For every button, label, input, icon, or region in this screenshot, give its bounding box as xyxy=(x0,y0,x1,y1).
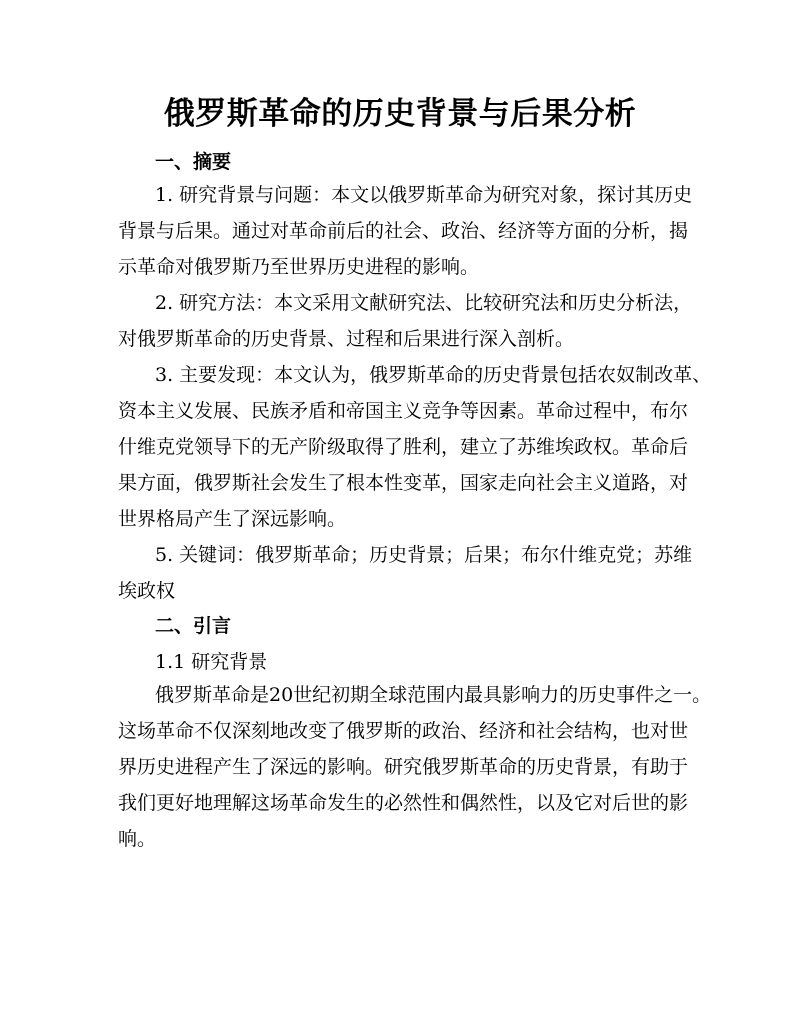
subsection-heading-research-background: 1.1 研究背景 xyxy=(155,651,268,673)
paragraph-line: 世界格局产生了深远影响。 xyxy=(118,508,347,530)
section-heading-abstract: 一、摘要 xyxy=(155,151,232,173)
paragraph-line: 2. 研究方法：本文采用文献研究法、比较研究法和历史分析法， xyxy=(155,292,693,314)
paragraph-line: 响。 xyxy=(118,828,157,850)
paragraph-line: 埃政权 xyxy=(118,580,176,602)
paragraph-line: 背景与后果。通过对革命前后的社会、政治、经济等方面的分析，揭 xyxy=(118,220,689,242)
paragraph-line: 果方面，俄罗斯社会发生了根本性变革，国家走向社会主义道路，对 xyxy=(118,472,689,494)
paragraph-line: 什维克党领导下的无产阶级取得了胜利，建立了苏维埃政权。革命后 xyxy=(118,436,689,458)
paragraph-line: 5. 关键词：俄罗斯革命；历史背景；后果；布尔什维克党；苏维 xyxy=(155,544,693,566)
paragraph-line: 界历史进程产生了深远的影响。研究俄罗斯革命的历史背景，有助于 xyxy=(118,756,689,778)
abstract-paragraph-background xyxy=(118,177,718,285)
abstract-paragraph-findings xyxy=(118,357,718,537)
paragraph-line: 示革命对俄罗斯乃至世界历史进程的影响。 xyxy=(118,256,480,278)
paragraph-line: 这场革命不仅深刻地改变了俄罗斯的政治、经济和社会结构，也对世 xyxy=(118,720,689,742)
paragraph-line: 俄罗斯革命是20世纪初期全球范围内最具影响力的历史事件之一。 xyxy=(155,684,712,706)
paragraph-line: 1. 研究背景与问题：本文以俄罗斯革命为研究对象，探讨其历史 xyxy=(155,184,693,206)
section-heading-introduction: 二、引言 xyxy=(155,615,232,637)
paragraph-line: 资本主义发展、民族矛盾和帝国主义竞争等因素。革命过程中，布尔 xyxy=(118,400,689,422)
abstract-paragraph-method xyxy=(118,285,718,357)
document-title: 俄罗斯革命的历史背景与后果分析 xyxy=(163,96,637,132)
abstract-paragraph-keywords xyxy=(118,537,718,609)
paragraph-line: 3. 主要发现：本文认为，俄罗斯革命的历史背景包括农奴制改革、 xyxy=(155,364,712,386)
paragraph-line: 对俄罗斯革命的历史背景、过程和后果进行深入剖析。 xyxy=(118,328,575,350)
introduction-paragraph xyxy=(118,677,718,857)
paragraph-line: 我们更好地理解这场革命发生的必然性和偶然性，以及它对后世的影 xyxy=(118,792,689,814)
